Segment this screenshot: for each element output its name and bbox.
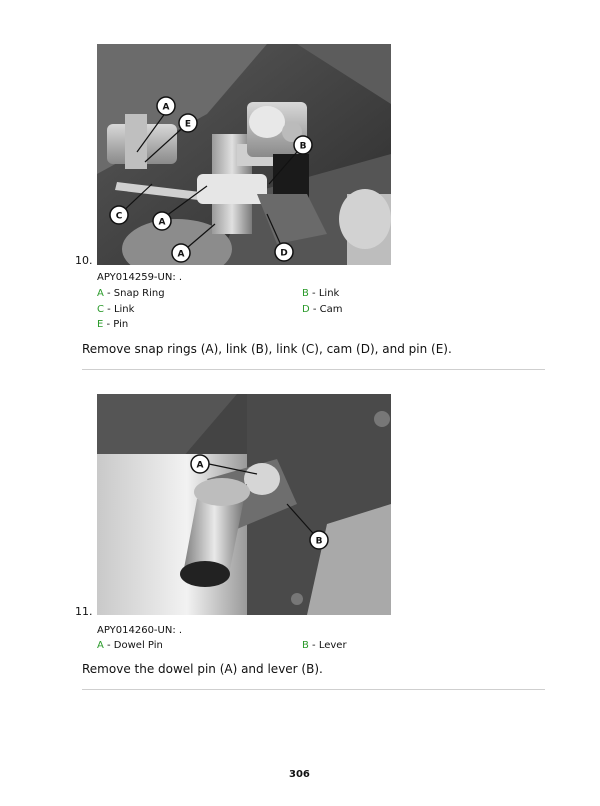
figure-id: APY014259-UN: . [97, 272, 183, 283]
step-number: 10. [75, 254, 93, 267]
step-10-figure [97, 44, 391, 265]
legend-label: - Snap Ring [103, 288, 165, 299]
callout-label: B [299, 141, 307, 152]
step-number: 11. [75, 605, 93, 618]
legend-item [97, 640, 163, 651]
legend-key: A [97, 640, 104, 651]
step-10-illustration [97, 44, 391, 265]
legend-key: B [302, 640, 309, 651]
step-instruction: Remove snap rings (A), link (B), link (C), cam (D), and pin (E). [82, 342, 452, 356]
step-instruction: Remove the dowel pin (A) and lever (B). [82, 662, 323, 676]
page-number: 306 [289, 769, 310, 780]
legend-item [302, 640, 347, 651]
callout-label: A [162, 102, 170, 113]
divider [82, 369, 545, 370]
legend-key: B [302, 288, 309, 299]
legend-key: E [97, 319, 104, 330]
legend-key: A [97, 288, 104, 299]
callout-label: D [280, 248, 288, 259]
callout-label: E [184, 119, 192, 130]
legend-item [97, 304, 134, 315]
divider [82, 689, 545, 690]
legend-label: - Link [103, 304, 135, 315]
legend-item [97, 319, 128, 330]
callout-label: B [315, 536, 323, 547]
legend-label: - Lever [308, 640, 347, 651]
legend-item [97, 288, 165, 299]
callout-label: A [177, 249, 185, 260]
legend-label: - Pin [103, 319, 129, 330]
callout-label: A [196, 460, 204, 471]
legend-item [302, 288, 339, 299]
legend-key: D [302, 304, 310, 315]
step-11-illustration [97, 394, 391, 615]
legend-key: C [97, 304, 104, 315]
callout-label: C [115, 211, 123, 222]
legend-label: - Cam [309, 304, 343, 315]
legend-label: - Link [308, 288, 340, 299]
legend-label: - Dowel Pin [103, 640, 163, 651]
legend-item [302, 304, 343, 315]
callout-label: A [158, 217, 166, 228]
figure-id: APY014260-UN: . [97, 625, 183, 636]
step-11-figure [97, 394, 391, 615]
